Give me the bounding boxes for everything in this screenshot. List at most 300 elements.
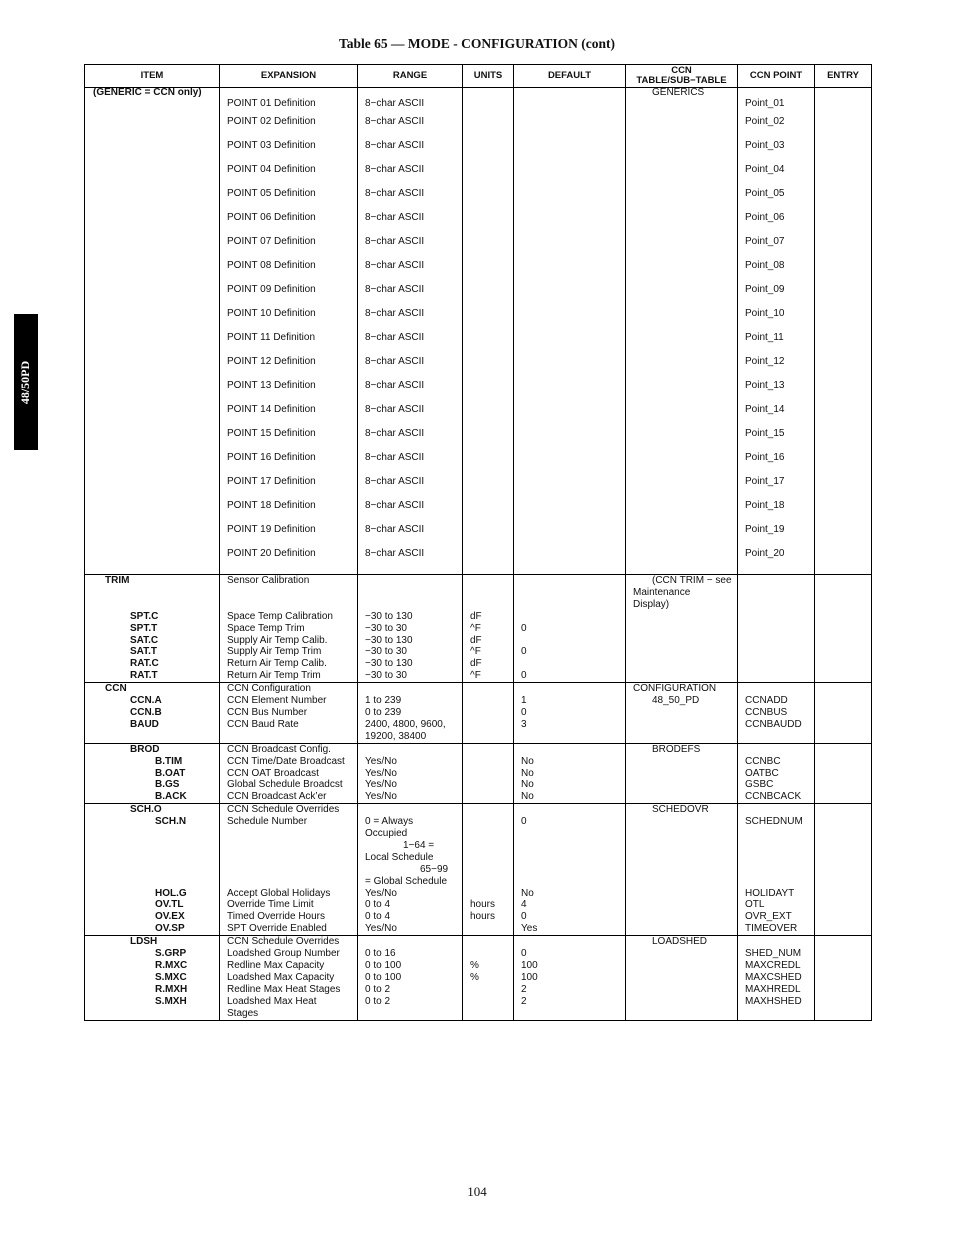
- range-line: = Global Schedule: [365, 875, 448, 887]
- cell-units: [463, 936, 514, 1020]
- expansion-line: CCN Element Number: [227, 695, 327, 707]
- expansion-line: [227, 840, 357, 852]
- default-line: No: [521, 755, 534, 767]
- item-line: HOL.G: [155, 887, 187, 899]
- expansion-line: Return Air Temp Calib.: [227, 658, 327, 670]
- ccn-point-line: [745, 804, 814, 816]
- range-line: Yes/No: [365, 779, 397, 791]
- table-group: [85, 804, 872, 936]
- item-line: SCH.N: [155, 816, 187, 828]
- range-line: 8−char ASCII: [365, 524, 425, 535]
- ccn-point-line: Point_06: [745, 212, 785, 223]
- cell-units: [463, 88, 514, 575]
- range-line: 0 to 100: [365, 971, 402, 983]
- expansion-line: CCN Bus Number: [227, 706, 308, 718]
- expansion-line: Global Schedule Broadcst: [227, 779, 343, 791]
- expansion-line: Override Time Limit: [227, 899, 314, 911]
- units-line: ^F: [470, 670, 481, 682]
- item-line: S.MXH: [155, 995, 187, 1007]
- item-line: OV.EX: [155, 911, 185, 923]
- expansion-line: [227, 876, 357, 888]
- ccn-point-line: CCNBAUDD: [745, 718, 802, 730]
- item-line: [85, 587, 219, 599]
- expansion-line: POINT 04 Definition: [227, 164, 316, 175]
- range-line: 8−char ASCII: [365, 140, 425, 151]
- cell-default: [514, 936, 626, 1020]
- expansion-line: CCN Broadcast Ack’er: [227, 791, 327, 803]
- ccn-point-line: Point_16: [745, 452, 785, 463]
- cell-range: [358, 683, 463, 744]
- expansion-line: Space Temp Calibration: [227, 610, 333, 622]
- cell-default: [514, 575, 626, 683]
- cell-default: [514, 804, 626, 936]
- range-line: 8−char ASCII: [365, 356, 425, 367]
- ccn-point-line: Point_17: [745, 476, 785, 487]
- range-line: −30 to 30: [365, 622, 407, 634]
- default-line: 2: [521, 983, 527, 995]
- expansion-line: POINT 05 Definition: [227, 188, 316, 199]
- expansion-line: POINT 14 Definition: [227, 404, 316, 415]
- ccn-point-line: MAXCREDL: [745, 960, 801, 971]
- expansion-line: POINT 13 Definition: [227, 380, 316, 391]
- default-line: 2: [521, 995, 527, 1007]
- item-line: OV.SP: [155, 923, 185, 935]
- item-line: BROD: [130, 743, 160, 755]
- expansion-line: Supply Air Temp Trim: [227, 646, 322, 658]
- cell-item: [85, 804, 220, 936]
- range-line: Local Schedule: [365, 851, 434, 863]
- ccn-point-line: Point_14: [745, 404, 785, 415]
- expansion-line: POINT 01 Definition: [227, 98, 316, 109]
- expansion-line: [227, 731, 357, 743]
- range-line: 0 to 2: [365, 995, 391, 1007]
- default-line: 100: [521, 971, 538, 983]
- item-line: CCN: [105, 683, 127, 695]
- default-line: [521, 876, 625, 888]
- cell-entry: [815, 575, 872, 683]
- expansion-line: Timed Override Hours: [227, 911, 325, 923]
- mode-configuration-table: [84, 64, 872, 1021]
- ccn-point-line: OTL: [745, 899, 765, 911]
- default-line: [521, 744, 625, 756]
- expansion-line: POINT 18 Definition: [227, 500, 316, 511]
- expansion-line: Redline Max Capacity: [227, 960, 325, 971]
- ccn-point-line: Point_18: [745, 500, 785, 511]
- expansion-line: POINT 17 Definition: [227, 476, 316, 487]
- ccn-point-line: [745, 864, 814, 876]
- default-line: 1: [521, 695, 527, 707]
- cell-ccn-table: [626, 575, 738, 683]
- header-item: ITEM: [85, 65, 220, 88]
- default-line: [521, 587, 625, 599]
- units-line: [470, 923, 513, 935]
- default-line: [521, 864, 625, 876]
- cell-ccn-point: [738, 683, 815, 744]
- ccn-point-line: Point_12: [745, 356, 785, 367]
- range-line: Yes/No: [365, 887, 397, 899]
- range-line: 8−char ASCII: [365, 548, 425, 559]
- table-header: [85, 65, 872, 88]
- range-line: −30 to 130: [365, 634, 413, 646]
- default-line: Yes: [521, 923, 538, 935]
- cell-ccn-table: [626, 683, 738, 744]
- range-line: 65−99: [420, 863, 449, 875]
- header-expansion: EXPANSION: [220, 65, 358, 88]
- expansion-line: SPT Override Enabled: [227, 923, 327, 935]
- cell-item: [85, 575, 220, 683]
- cell-ccn-point: [738, 804, 815, 936]
- range-line: 8−char ASCII: [365, 116, 425, 127]
- cell-expansion: [220, 575, 358, 683]
- ccn-point-line: Point_15: [745, 428, 785, 439]
- item-line: [85, 731, 219, 743]
- range-line: 0 to 4: [365, 899, 391, 911]
- item-line: [85, 840, 219, 852]
- default-line: 0: [521, 948, 527, 960]
- ccn-point-line: Point_03: [745, 140, 785, 151]
- ccn-point-line: [745, 828, 814, 840]
- cell-entry: [815, 743, 872, 804]
- expansion-line: Supply Air Temp Calib.: [227, 634, 328, 646]
- header-ccn-table: CCN TABLE/SUB−TABLE: [626, 65, 738, 88]
- cell-expansion: [220, 88, 358, 575]
- range-line: 2400, 4800, 9600,: [365, 718, 446, 730]
- ccn-point-line: CCNADD: [745, 695, 788, 707]
- ccn-point-line: MAXCSHED: [745, 971, 802, 983]
- item-line: CCN.B: [130, 706, 162, 718]
- cell-item: [85, 743, 220, 804]
- units-line: [470, 864, 513, 876]
- expansion-line: CCN Configuration: [227, 683, 311, 695]
- range-line: 8−char ASCII: [365, 98, 425, 109]
- ccn-point-line: [745, 683, 814, 695]
- default-line: 0: [521, 706, 527, 718]
- expansion-line: [227, 852, 357, 864]
- units-line: dF: [470, 610, 482, 622]
- expansion-line: POINT 10 Definition: [227, 308, 316, 319]
- default-line: [521, 852, 625, 864]
- range-line: 8−char ASCII: [365, 452, 425, 463]
- item-line: B.ACK: [155, 791, 187, 803]
- ccn-table-line: LOADSHED: [652, 936, 708, 948]
- default-line: [521, 575, 625, 587]
- side-tab: [14, 314, 38, 450]
- expansion-line: POINT 11 Definition: [227, 332, 316, 343]
- cell-ccn-point: [738, 88, 815, 575]
- ccn-point-line: Point_02: [745, 116, 785, 127]
- units-line: [470, 852, 513, 864]
- ccn-table-line: BRODEFS: [652, 743, 701, 755]
- table-row: [85, 804, 872, 936]
- range-line: 8−char ASCII: [365, 308, 425, 319]
- cell-range: [358, 743, 463, 804]
- cell-units: [463, 683, 514, 744]
- range-line: 8−char ASCII: [365, 500, 425, 511]
- ccn-point-line: SCHEDNUM: [745, 816, 803, 828]
- ccn-point-line: SHED_NUM: [745, 948, 802, 960]
- range-line: [365, 804, 462, 816]
- item-line: OV.TL: [155, 899, 184, 911]
- item-line: RAT.C: [130, 658, 159, 670]
- side-tab-label: 48/50PD: [18, 360, 33, 404]
- units-line: [470, 816, 513, 828]
- item-line: (GENERIC = CCN only): [93, 88, 202, 98]
- range-line: −30 to 30: [365, 670, 407, 682]
- range-line: −30 to 130: [365, 610, 413, 622]
- item-line: TRIM: [105, 575, 130, 586]
- cell-default: [514, 743, 626, 804]
- default-line: [521, 611, 625, 623]
- table-group: [85, 743, 872, 804]
- expansion-line: POINT 20 Definition: [227, 548, 316, 559]
- cell-range: [358, 575, 463, 683]
- range-line: −30 to 130: [365, 658, 413, 670]
- units-line: dF: [470, 634, 482, 646]
- ccn-point-line: Point_13: [745, 380, 785, 391]
- item-line: B.GS: [155, 779, 180, 791]
- expansion-line: Redline Max Heat Stages: [227, 983, 341, 995]
- cell-ccn-point: [738, 936, 815, 1020]
- default-line: [521, 683, 625, 695]
- expansion-line: [227, 828, 357, 840]
- cell-entry: [815, 804, 872, 936]
- range-line: 8−char ASCII: [365, 332, 425, 343]
- header-default: DEFAULT: [514, 65, 626, 88]
- range-line: 0 to 100: [365, 960, 402, 971]
- units-line: [470, 888, 513, 900]
- default-line: No: [521, 779, 534, 791]
- range-line: 19200, 38400: [365, 730, 427, 742]
- ccn-point-line: CCNBCACK: [745, 791, 802, 803]
- range-line: Yes/No: [365, 755, 397, 767]
- range-line: [365, 599, 462, 611]
- cell-item: [85, 88, 220, 575]
- expansion-line: CCN Broadcast Config.: [227, 743, 331, 755]
- item-line: [85, 876, 219, 888]
- ccn-point-line: Point_10: [745, 308, 785, 319]
- table-group: [85, 575, 872, 683]
- cell-entry: [815, 88, 872, 575]
- range-line: 8−char ASCII: [365, 212, 425, 223]
- table-row: [85, 88, 872, 575]
- expansion-line: CCN Schedule Overrides: [227, 936, 340, 948]
- ccn-point-line: Point_09: [745, 284, 785, 295]
- ccn-point-line: CCNBUS: [745, 706, 788, 718]
- ccn-point-line: Point_07: [745, 236, 785, 247]
- cell-item: [85, 683, 220, 744]
- range-line: 1−64 =: [403, 839, 435, 851]
- ccn-point-line: Point_01: [745, 98, 785, 109]
- ccn-point-line: [745, 876, 814, 888]
- ccn-point-line: [745, 840, 814, 852]
- range-line: 8−char ASCII: [365, 380, 425, 391]
- default-line: 0: [521, 646, 527, 658]
- ccn-table-line: SCHEDOVR: [652, 804, 709, 816]
- cell-range: [358, 936, 463, 1020]
- cell-entry: [815, 936, 872, 1020]
- item-line: [85, 828, 219, 840]
- units-line: [470, 948, 513, 960]
- expansion-line: POINT 06 Definition: [227, 212, 316, 223]
- expansion-line: [227, 587, 357, 599]
- expansion-line: Space Temp Trim: [227, 622, 305, 634]
- ccn-point-line: [745, 852, 814, 864]
- cell-units: [463, 743, 514, 804]
- range-line: [365, 683, 462, 695]
- cell-ccn-table: [626, 88, 738, 575]
- table-row: [85, 575, 872, 683]
- item-line: [85, 599, 219, 611]
- ccn-point-line: HOLIDAYT: [745, 887, 795, 899]
- cell-ccn-point: [738, 575, 815, 683]
- cell-ccn-table: [626, 743, 738, 804]
- range-line: 8−char ASCII: [365, 476, 425, 487]
- units-line: dF: [470, 658, 482, 670]
- cell-default: [514, 683, 626, 744]
- cell-ccn-table: [626, 936, 738, 1020]
- default-line: [521, 804, 625, 816]
- range-line: 0 to 16: [365, 948, 396, 960]
- cell-units: [463, 804, 514, 936]
- item-line: R.MXC: [155, 960, 188, 971]
- cell-ccn-table: [626, 804, 738, 936]
- default-line: No: [521, 887, 534, 899]
- expansion-line: Loadshed Max Capacity: [227, 971, 335, 983]
- cell-ccn-point: [738, 743, 815, 804]
- units-line: [470, 828, 513, 840]
- item-line: SPT.C: [130, 610, 159, 622]
- range-line: 8−char ASCII: [365, 404, 425, 415]
- cell-expansion: [220, 743, 358, 804]
- default-line: 4: [521, 899, 527, 911]
- header-entry: ENTRY: [815, 65, 872, 88]
- item-line: B.TIM: [155, 755, 183, 767]
- cell-entry: [815, 683, 872, 744]
- expansion-line: CCN Schedule Overrides: [227, 804, 340, 816]
- ccn-point-line: Point_20: [745, 548, 785, 559]
- units-line: hours: [470, 911, 496, 923]
- range-line: 0 to 239: [365, 706, 402, 718]
- expansion-line: POINT 19 Definition: [227, 524, 316, 535]
- default-line: [521, 635, 625, 647]
- ccn-point-line: TIMEOVER: [745, 923, 798, 935]
- table-row: [85, 936, 872, 1020]
- ccn-point-line: MAXHREDL: [745, 983, 801, 995]
- ccn-point-line: Point_19: [745, 524, 785, 535]
- expansion-line: [227, 599, 357, 611]
- header-units: UNITS: [463, 65, 514, 88]
- units-line: hours: [470, 899, 496, 911]
- ccn-table-line: GENERICS: [652, 88, 705, 98]
- units-line: ^F: [470, 646, 481, 658]
- item-line: SPT.T: [130, 622, 158, 634]
- header-range: RANGE: [358, 65, 463, 88]
- range-line: 8−char ASCII: [365, 284, 425, 295]
- range-line: Yes/No: [365, 767, 397, 779]
- item-line: BAUD: [130, 718, 159, 730]
- ccn-table-line: CONFIGURATION: [633, 683, 717, 695]
- header-ccn-point: CCN POINT: [738, 65, 815, 88]
- ccn-table-line: (CCN TRIM − see: [652, 575, 732, 586]
- units-line: [470, 587, 513, 599]
- expansion-line: POINT 16 Definition: [227, 452, 316, 463]
- range-line: [365, 587, 462, 599]
- item-line: RAT.T: [130, 670, 158, 682]
- ccn-point-line: MAXHSHED: [745, 995, 802, 1007]
- ccn-table-line: Maintenance: [633, 586, 691, 598]
- ccn-point-line: GSBC: [745, 779, 774, 791]
- default-line: No: [521, 791, 534, 803]
- units-line: ^F: [470, 622, 481, 634]
- default-line: 0: [521, 816, 527, 828]
- cell-expansion: [220, 936, 358, 1020]
- units-line: %: [470, 960, 479, 971]
- default-line: 3: [521, 718, 527, 730]
- page-number: 104: [467, 1184, 487, 1199]
- units-line: [470, 599, 513, 611]
- ccn-point-line: Point_08: [745, 260, 785, 271]
- item-line: LDSH: [130, 936, 158, 948]
- range-line: [365, 575, 462, 587]
- expansion-line: [227, 864, 357, 876]
- expansion-line: Loadshed Group Number: [227, 948, 340, 960]
- expansion-line: POINT 08 Definition: [227, 260, 316, 271]
- item-line: SAT.C: [130, 634, 159, 646]
- range-line: 8−char ASCII: [365, 236, 425, 247]
- expansion-line: POINT 12 Definition: [227, 356, 316, 367]
- cell-range: [358, 804, 463, 936]
- range-line: 0 to 2: [365, 983, 391, 995]
- header-row: [85, 65, 872, 88]
- cell-range: [358, 88, 463, 575]
- cell-item: [85, 936, 220, 1020]
- ccn-point-line: Point_05: [745, 188, 785, 199]
- units-line: [470, 840, 513, 852]
- default-line: [521, 840, 625, 852]
- item-line: SCH.O: [130, 804, 162, 816]
- item-line: SAT.T: [130, 646, 158, 658]
- default-line: [521, 828, 625, 840]
- table-group: [85, 936, 872, 1020]
- range-line: [365, 744, 462, 756]
- table-group: [85, 683, 872, 744]
- item-line: [85, 852, 219, 864]
- expansion-line: Loadshed Max Heat: [227, 995, 317, 1007]
- units-line: [470, 936, 513, 948]
- units-line: [470, 804, 513, 816]
- range-line: −30 to 30: [365, 646, 407, 658]
- ccn-point-line: Point_04: [745, 164, 785, 175]
- item-line: [85, 864, 219, 876]
- item-line: B.OAT: [155, 767, 186, 779]
- range-line: 8−char ASCII: [365, 164, 425, 175]
- expansion-line: Stages: [227, 1007, 259, 1019]
- expansion-line: Return Air Temp Trim: [227, 670, 321, 682]
- expansion-line: POINT 09 Definition: [227, 284, 316, 295]
- default-line: [521, 936, 625, 948]
- range-line: 8−char ASCII: [365, 260, 425, 271]
- expansion-line: CCN Time/Date Broadcast: [227, 755, 345, 767]
- units-line: [470, 575, 513, 587]
- default-line: 100: [521, 960, 538, 971]
- cell-expansion: [220, 683, 358, 744]
- default-line: 0: [521, 670, 527, 682]
- expansion-line: CCN OAT Broadcast: [227, 767, 319, 779]
- cell-units: [463, 575, 514, 683]
- expansion-line: POINT 02 Definition: [227, 116, 316, 127]
- default-line: 0: [521, 622, 527, 634]
- ccn-point-line: CCNBC: [745, 755, 781, 767]
